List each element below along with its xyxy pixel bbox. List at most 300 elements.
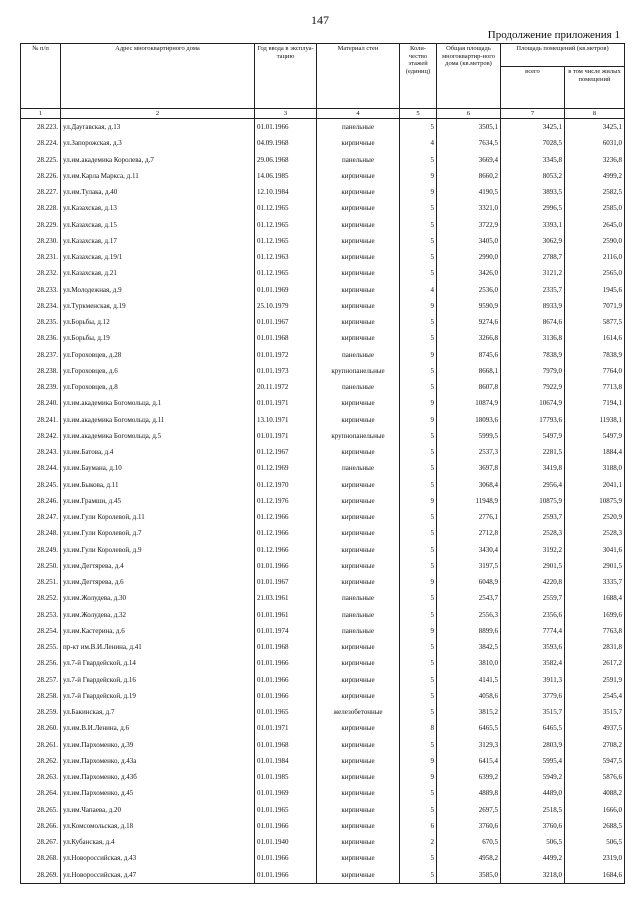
- table-row: [21, 655, 625, 671]
- floors-cell: 9: [400, 623, 437, 639]
- material-cell: кирпичные: [317, 818, 400, 834]
- table-row: [21, 460, 625, 476]
- residential-area-cell: 7838,9: [565, 347, 625, 363]
- material-cell: кирпичные: [317, 785, 400, 801]
- total-area-cell: 3810,0: [437, 655, 501, 671]
- total-area-cell: 3760,6: [437, 818, 501, 834]
- address-cell: ул.им.Дегтярева, д.6: [61, 574, 255, 590]
- row-number: 28.227.: [21, 184, 61, 200]
- year-cell: 01.12.1965: [255, 265, 317, 281]
- address-cell: ул.7-й Гвардейской, д.14: [61, 655, 255, 671]
- material-cell: кирпичные: [317, 282, 400, 298]
- total-area-cell: 3426,0: [437, 265, 501, 281]
- residential-area-cell: 7194,1: [565, 395, 625, 411]
- row-number: 28.228.: [21, 200, 61, 216]
- premises-all-cell: 5497,9: [501, 428, 565, 444]
- year-cell: 01.12.1966: [255, 509, 317, 525]
- total-area-cell: 8668,1: [437, 363, 501, 379]
- floors-cell: 5: [400, 363, 437, 379]
- header-no: № п/п: [21, 44, 61, 109]
- total-area-cell: 3585,0: [437, 867, 501, 884]
- total-area-cell: 5999,5: [437, 428, 501, 444]
- premises-all-cell: 3121,2: [501, 265, 565, 281]
- total-area-cell: 2543,7: [437, 590, 501, 606]
- premises-all-cell: 2559,7: [501, 590, 565, 606]
- table-row: [21, 623, 625, 639]
- table-row: [21, 379, 625, 395]
- year-cell: 01.01.1966: [255, 850, 317, 866]
- row-number: 28.260.: [21, 720, 61, 736]
- table-row: [21, 428, 625, 444]
- material-cell: кирпичные: [317, 737, 400, 753]
- header-total-area: Общая площадь многоквартир-ного дома (кв.метров): [437, 44, 501, 109]
- address-cell: ул.7-й Гвардейской, д.19: [61, 688, 255, 704]
- year-cell: 01.01.1971: [255, 428, 317, 444]
- year-cell: 01.12.1965: [255, 233, 317, 249]
- total-area-cell: 2537,3: [437, 444, 501, 460]
- material-cell: кирпичные: [317, 135, 400, 151]
- residential-area-cell: 11938,1: [565, 412, 625, 428]
- residential-area-cell: 2528,3: [565, 525, 625, 541]
- floors-cell: 9: [400, 753, 437, 769]
- residential-area-cell: 7071,9: [565, 298, 625, 314]
- row-number: 28.247.: [21, 509, 61, 525]
- floors-cell: 5: [400, 460, 437, 476]
- floors-cell: 9: [400, 395, 437, 411]
- header-material: Материал стен: [317, 44, 400, 109]
- premises-all-cell: 5995,4: [501, 753, 565, 769]
- floors-cell: 5: [400, 233, 437, 249]
- row-number: 28.238.: [21, 363, 61, 379]
- table-row: [21, 558, 625, 574]
- material-cell: панельные: [317, 623, 400, 639]
- row-number: 28.267.: [21, 834, 61, 850]
- material-cell: панельные: [317, 460, 400, 476]
- residential-area-cell: 2617,2: [565, 655, 625, 671]
- table-row: [21, 607, 625, 623]
- total-area-cell: 8745,6: [437, 347, 501, 363]
- total-area-cell: 8899,6: [437, 623, 501, 639]
- year-cell: 01.01.1972: [255, 347, 317, 363]
- year-cell: 01.01.1966: [255, 655, 317, 671]
- material-cell: кирпичные: [317, 769, 400, 785]
- address-cell: ул.им.Батова, д.4: [61, 444, 255, 460]
- address-cell: ул.Запорожская, д.3: [61, 135, 255, 151]
- floors-cell: 5: [400, 802, 437, 818]
- premises-all-cell: 3779,6: [501, 688, 565, 704]
- row-number: 28.244.: [21, 460, 61, 476]
- material-cell: панельные: [317, 590, 400, 606]
- address-cell: пр-кт им.В.И.Ленина, д.41: [61, 639, 255, 655]
- premises-all-cell: 3192,2: [501, 542, 565, 558]
- address-cell: ул.им.академика Богомольца, д.11: [61, 412, 255, 428]
- continuation-label: Продолжение приложения 1: [487, 29, 620, 41]
- column-number: 3: [255, 109, 317, 119]
- row-number: 28.254.: [21, 623, 61, 639]
- column-number: 7: [501, 109, 565, 119]
- residential-area-cell: 1884,4: [565, 444, 625, 460]
- floors-cell: 4: [400, 282, 437, 298]
- row-number: 28.265.: [21, 802, 61, 818]
- year-cell: 12.10.1984: [255, 184, 317, 200]
- column-number: 1: [21, 109, 61, 119]
- row-number: 28.261.: [21, 737, 61, 753]
- year-cell: 01.12.1976: [255, 493, 317, 509]
- material-cell: кирпичные: [317, 233, 400, 249]
- row-number: 28.257.: [21, 672, 61, 688]
- residential-area-cell: 3041,6: [565, 542, 625, 558]
- column-number-row: [21, 109, 625, 119]
- floors-cell: 9: [400, 412, 437, 428]
- total-area-cell: 10874,9: [437, 395, 501, 411]
- table-row: [21, 412, 625, 428]
- premises-all-cell: 2593,7: [501, 509, 565, 525]
- material-cell: кирпичные: [317, 444, 400, 460]
- material-cell: кирпичные: [317, 412, 400, 428]
- total-area-cell: 8607,8: [437, 379, 501, 395]
- residential-area-cell: 4999,2: [565, 168, 625, 184]
- floors-cell: 5: [400, 379, 437, 395]
- residential-area-cell: 2708,2: [565, 737, 625, 753]
- floors-cell: 9: [400, 184, 437, 200]
- table-row: [21, 477, 625, 493]
- address-cell: ул.Даугавская, д.13: [61, 119, 255, 136]
- table-row: [21, 168, 625, 184]
- residential-area-cell: 4088,2: [565, 785, 625, 801]
- premises-all-cell: 2281,5: [501, 444, 565, 460]
- total-area-cell: 3405,0: [437, 233, 501, 249]
- material-cell: панельные: [317, 379, 400, 395]
- address-cell: ул.Борьбы, д.19: [61, 330, 255, 346]
- address-cell: ул.Борьбы, д.12: [61, 314, 255, 330]
- premises-all-cell: 3062,9: [501, 233, 565, 249]
- year-cell: 01.12.1970: [255, 477, 317, 493]
- material-cell: кирпичные: [317, 200, 400, 216]
- total-area-cell: 4190,5: [437, 184, 501, 200]
- row-number: 28.241.: [21, 412, 61, 428]
- table-row: [21, 217, 625, 233]
- premises-all-cell: 4220,8: [501, 574, 565, 590]
- material-cell: кирпичные: [317, 525, 400, 541]
- address-cell: ул.им.Тулака, д.40: [61, 184, 255, 200]
- floors-cell: 5: [400, 590, 437, 606]
- residential-area-cell: 2901,5: [565, 558, 625, 574]
- residential-area-cell: 2582,5: [565, 184, 625, 200]
- row-number: 28.256.: [21, 655, 61, 671]
- total-area-cell: 3842,5: [437, 639, 501, 655]
- total-area-cell: 2536,0: [437, 282, 501, 298]
- premises-all-cell: 3345,8: [501, 152, 565, 168]
- row-number: 28.246.: [21, 493, 61, 509]
- floors-cell: 5: [400, 607, 437, 623]
- row-number: 28.231.: [21, 249, 61, 265]
- table-row: [21, 200, 625, 216]
- floors-cell: 5: [400, 785, 437, 801]
- address-cell: ул.им.В.И.Ленина, д.6: [61, 720, 255, 736]
- floors-cell: 5: [400, 558, 437, 574]
- floors-cell: 5: [400, 200, 437, 216]
- header-premises-residential: в том числе жилых помещений: [565, 67, 625, 109]
- table-row: [21, 753, 625, 769]
- address-cell: ул.Казахская, д.15: [61, 217, 255, 233]
- address-cell: ул.Казахская, д.21: [61, 265, 255, 281]
- year-cell: 01.01.1971: [255, 395, 317, 411]
- floors-cell: 5: [400, 119, 437, 136]
- floors-cell: 5: [400, 249, 437, 265]
- premises-all-cell: 10674,9: [501, 395, 565, 411]
- total-area-cell: 4058,6: [437, 688, 501, 704]
- table-row: [21, 672, 625, 688]
- material-cell: кирпичные: [317, 655, 400, 671]
- floors-cell: 2: [400, 834, 437, 850]
- residential-area-cell: 1699,6: [565, 607, 625, 623]
- address-cell: ул.Бакинская, д.7: [61, 704, 255, 720]
- floors-cell: 9: [400, 769, 437, 785]
- material-cell: панельные: [317, 347, 400, 363]
- address-cell: ул.им.Гули Королевой, д.11: [61, 509, 255, 525]
- material-cell: кирпичные: [317, 672, 400, 688]
- column-number: 4: [317, 109, 400, 119]
- premises-all-cell: 7979,0: [501, 363, 565, 379]
- address-cell: ул.им.Пархоменко, д.43б: [61, 769, 255, 785]
- floors-cell: 8: [400, 720, 437, 736]
- row-number: 28.234.: [21, 298, 61, 314]
- year-cell: 01.01.1985: [255, 769, 317, 785]
- row-number: 28.243.: [21, 444, 61, 460]
- total-area-cell: 4889,8: [437, 785, 501, 801]
- total-area-cell: 18093,6: [437, 412, 501, 428]
- premises-all-cell: 2996,5: [501, 200, 565, 216]
- header-premises-all: всего: [501, 67, 565, 109]
- material-cell: кирпичные: [317, 395, 400, 411]
- material-cell: кирпичные: [317, 574, 400, 590]
- material-cell: панельные: [317, 152, 400, 168]
- material-cell: кирпичные: [317, 850, 400, 866]
- residential-area-cell: 2565,0: [565, 265, 625, 281]
- address-cell: ул.им.Пархоменко, д.43а: [61, 753, 255, 769]
- premises-all-cell: 7838,9: [501, 347, 565, 363]
- table-row: [21, 704, 625, 720]
- table-row: [21, 330, 625, 346]
- material-cell: кирпичные: [317, 542, 400, 558]
- row-number: 28.255.: [21, 639, 61, 655]
- total-area-cell: 8660,2: [437, 168, 501, 184]
- row-number: 28.235.: [21, 314, 61, 330]
- floors-cell: 4: [400, 135, 437, 151]
- material-cell: кирпичные: [317, 509, 400, 525]
- year-cell: 21.03.1961: [255, 590, 317, 606]
- table-row: [21, 298, 625, 314]
- row-number: 28.253.: [21, 607, 61, 623]
- floors-cell: 5: [400, 867, 437, 884]
- address-cell: ул.им.Жолудева, д.32: [61, 607, 255, 623]
- residential-area-cell: 2585,0: [565, 200, 625, 216]
- table-row: [21, 363, 625, 379]
- premises-all-cell: 7774,4: [501, 623, 565, 639]
- row-number: 28.229.: [21, 217, 61, 233]
- residential-area-cell: 7764,0: [565, 363, 625, 379]
- address-cell: ул.им.Карла Маркса, д.11: [61, 168, 255, 184]
- table-row: [21, 265, 625, 281]
- row-number: 28.248.: [21, 525, 61, 541]
- residential-area-cell: 506,5: [565, 834, 625, 850]
- residential-area-cell: 2591,9: [565, 672, 625, 688]
- table-row: [21, 639, 625, 655]
- material-cell: крупнопанельные: [317, 428, 400, 444]
- residential-area-cell: 2520,9: [565, 509, 625, 525]
- row-number: 28.266.: [21, 818, 61, 834]
- premises-all-cell: 3593,6: [501, 639, 565, 655]
- table-body: [21, 119, 625, 884]
- address-cell: ул.Комсомольская, д.18: [61, 818, 255, 834]
- premises-all-cell: 8053,2: [501, 168, 565, 184]
- residential-area-cell: 4937,5: [565, 720, 625, 736]
- floors-cell: 5: [400, 525, 437, 541]
- residential-area-cell: 3236,8: [565, 152, 625, 168]
- premises-all-cell: 8933,9: [501, 298, 565, 314]
- table-row: [21, 249, 625, 265]
- residential-area-cell: 10875,9: [565, 493, 625, 509]
- total-area-cell: 2697,5: [437, 802, 501, 818]
- floors-cell: 5: [400, 265, 437, 281]
- year-cell: 01.01.1968: [255, 330, 317, 346]
- premises-all-cell: 3515,7: [501, 704, 565, 720]
- residential-area-cell: 2645,0: [565, 217, 625, 233]
- table-row: [21, 525, 625, 541]
- premises-all-cell: 3393,1: [501, 217, 565, 233]
- total-area-cell: 6415,4: [437, 753, 501, 769]
- row-number: 28.230.: [21, 233, 61, 249]
- year-cell: 29.06.1968: [255, 152, 317, 168]
- floors-cell: 5: [400, 688, 437, 704]
- row-number: 28.232.: [21, 265, 61, 281]
- material-cell: кирпичные: [317, 493, 400, 509]
- row-number: 28.226.: [21, 168, 61, 184]
- floors-cell: 5: [400, 509, 437, 525]
- material-cell: кирпичные: [317, 802, 400, 818]
- address-cell: ул.им.Дегтярева, д.4: [61, 558, 255, 574]
- year-cell: 01.01.1974: [255, 623, 317, 639]
- residential-area-cell: 5877,5: [565, 314, 625, 330]
- row-number: 28.251.: [21, 574, 61, 590]
- buildings-table: [20, 43, 625, 884]
- premises-all-cell: 2335,7: [501, 282, 565, 298]
- total-area-cell: 3129,3: [437, 737, 501, 753]
- year-cell: 01.01.1966: [255, 818, 317, 834]
- table-row: [21, 152, 625, 168]
- residential-area-cell: 5947,5: [565, 753, 625, 769]
- total-area-cell: 3321,0: [437, 200, 501, 216]
- total-area-cell: 3068,4: [437, 477, 501, 493]
- row-number: 28.249.: [21, 542, 61, 558]
- table-row: [21, 135, 625, 151]
- premises-all-cell: 2528,3: [501, 525, 565, 541]
- address-cell: ул.Новороссийская, д.47: [61, 867, 255, 884]
- material-cell: кирпичные: [317, 184, 400, 200]
- table-row: [21, 590, 625, 606]
- year-cell: 01.12.1966: [255, 542, 317, 558]
- table-row: [21, 867, 625, 884]
- address-cell: ул.Новороссийская, д.43: [61, 850, 255, 866]
- premises-all-cell: 3218,0: [501, 867, 565, 884]
- row-number: 28.263.: [21, 769, 61, 785]
- address-cell: ул.им.Гули Королевой, д.7: [61, 525, 255, 541]
- year-cell: 01.01.1965: [255, 704, 317, 720]
- residential-area-cell: 5497,9: [565, 428, 625, 444]
- material-cell: кирпичные: [317, 688, 400, 704]
- floors-cell: 9: [400, 168, 437, 184]
- floors-cell: 5: [400, 428, 437, 444]
- residential-area-cell: 1945,6: [565, 282, 625, 298]
- address-cell: ул.Казахская, д.13: [61, 200, 255, 216]
- floors-cell: 5: [400, 444, 437, 460]
- residential-area-cell: 7763,8: [565, 623, 625, 639]
- total-area-cell: 2712,8: [437, 525, 501, 541]
- total-area-cell: 6048,9: [437, 574, 501, 590]
- floors-cell: 5: [400, 542, 437, 558]
- address-cell: ул.им.академика Королева, д.7: [61, 152, 255, 168]
- table-row: [21, 834, 625, 850]
- row-number: 28.224.: [21, 135, 61, 151]
- year-cell: 13.10.1971: [255, 412, 317, 428]
- year-cell: 01.01.1965: [255, 802, 317, 818]
- material-cell: панельные: [317, 119, 400, 136]
- floors-cell: 5: [400, 672, 437, 688]
- address-cell: ул.им.Кастерина, д.6: [61, 623, 255, 639]
- address-cell: ул.Гороховцев, д.6: [61, 363, 255, 379]
- row-number: 28.268.: [21, 850, 61, 866]
- material-cell: железобетонные: [317, 704, 400, 720]
- premises-all-cell: 8674,6: [501, 314, 565, 330]
- floors-cell: 5: [400, 737, 437, 753]
- column-number: 5: [400, 109, 437, 119]
- year-cell: 01.01.1966: [255, 672, 317, 688]
- residential-area-cell: 3425,1: [565, 119, 625, 136]
- table-row: [21, 233, 625, 249]
- row-number: 28.252.: [21, 590, 61, 606]
- address-cell: ул.им.Баумана, д.10: [61, 460, 255, 476]
- table-row: [21, 720, 625, 736]
- table-row: [21, 184, 625, 200]
- material-cell: кирпичные: [317, 217, 400, 233]
- residential-area-cell: 3335,7: [565, 574, 625, 590]
- row-number: 28.269.: [21, 867, 61, 884]
- address-cell: ул.им.Чапаева, д.20: [61, 802, 255, 818]
- year-cell: 25.10.1979: [255, 298, 317, 314]
- residential-area-cell: 3515,7: [565, 704, 625, 720]
- year-cell: 01.01.1967: [255, 314, 317, 330]
- total-area-cell: 670,5: [437, 834, 501, 850]
- premises-all-cell: 5949,2: [501, 769, 565, 785]
- year-cell: 01.01.1968: [255, 737, 317, 753]
- premises-all-cell: 3911,3: [501, 672, 565, 688]
- table-row: [21, 850, 625, 866]
- premises-all-cell: 3582,4: [501, 655, 565, 671]
- year-cell: 04.09.1968: [255, 135, 317, 151]
- row-number: 28.237.: [21, 347, 61, 363]
- header-year: Год ввода в эксплуа-тацию: [255, 44, 317, 109]
- column-number: 6: [437, 109, 501, 119]
- material-cell: крупнопанельные: [317, 363, 400, 379]
- total-area-cell: 3505,1: [437, 119, 501, 136]
- premises-all-cell: 17793,6: [501, 412, 565, 428]
- table-row: [21, 542, 625, 558]
- total-area-cell: 6399,2: [437, 769, 501, 785]
- total-area-cell: 2556,3: [437, 607, 501, 623]
- residential-area-cell: 1684,6: [565, 867, 625, 884]
- row-number: 28.250.: [21, 558, 61, 574]
- total-area-cell: 9590,9: [437, 298, 501, 314]
